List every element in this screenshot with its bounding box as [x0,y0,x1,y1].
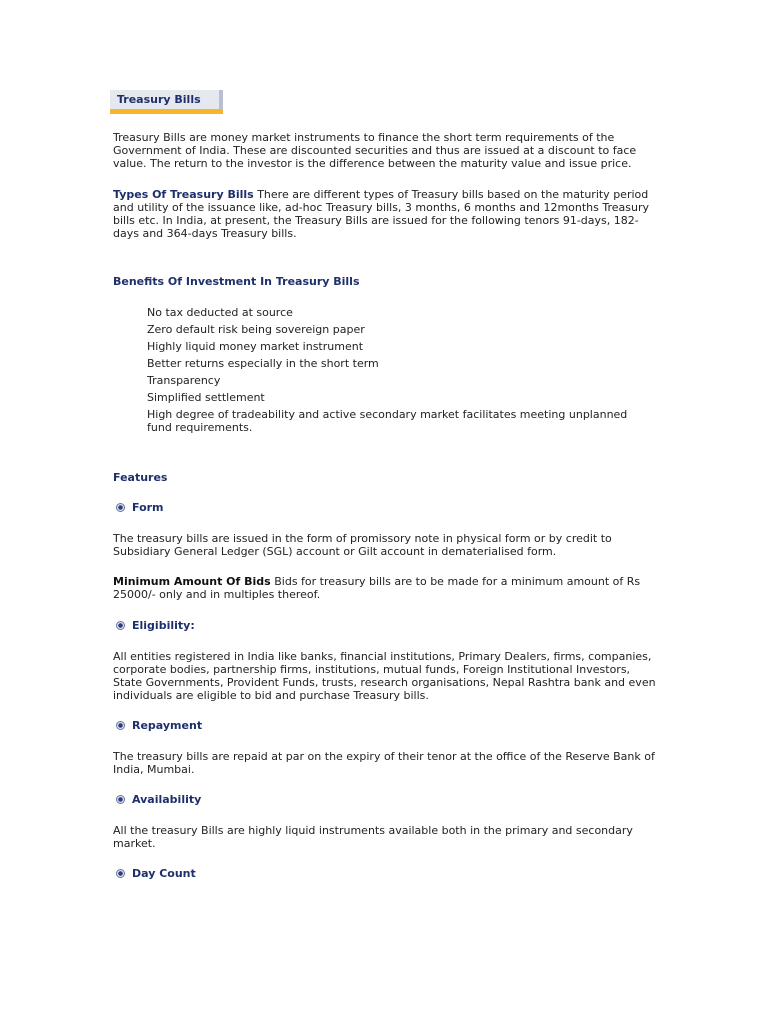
section-repayment-label: Repayment [132,719,203,732]
title-banner [110,90,223,114]
benefits-list [147,306,647,438]
bullet-icon [116,869,125,878]
list-item: Zero default risk being sovereign paper [147,323,365,336]
eligibility-paragraph: All entities registered in India like banks, financial institutions, Primary Dealers, firms, companies, corporate bodies, partnership firms, institutions, mutual funds, Foreign Institutional Investors, State Governments, Provident Funds, trusts, research organisations, Nepal Rashtra bank and even individuals are eligible to bid and purchase Treasury bills. [113,650,656,702]
section-repayment-heading [116,719,202,732]
list-item: High degree of tradeability and active secondary market facilitates meeting unplanned fund requirements. [147,408,628,434]
intro-paragraph: Treasury Bills are money market instruments to finance the short term requirements of the Government of India. These are discounted securities and thus are issued at a discount to face value. The return to the investor is the difference between the maturity value and issue price. [113,131,637,170]
banner-edge [219,90,223,109]
section-availability-heading [116,793,201,806]
bullet-icon [116,721,125,730]
types-text: There are different types of Treasury bills based on the maturity period and utility of the issuance like, ad-hoc Treasury bills, 3 months, 6 months and 12months Treasury bills etc. In India, at present, the Treasury Bills are issued for the following tenors 91-days, 182-days and 364-days Treasury bills. [113,188,650,240]
list-item: Simplified settlement [147,391,265,404]
section-form-heading [116,501,164,514]
section-availability-label: Availability [132,793,202,806]
repayment-paragraph: The treasury bills are repaid at par on the expiry of their tenor at the office of the Reserve Bank of India, Mumbai. [113,750,655,776]
list-item: Highly liquid money market instrument [147,340,364,353]
types-label: Types Of Treasury Bills [113,188,254,201]
bullet-icon [116,621,125,630]
list-item: Transparency [147,374,221,387]
section-eligibility-heading [116,619,195,632]
page-title: Treasury Bills [117,93,201,106]
features-heading: Features [113,471,168,484]
section-form-label: Form [132,501,164,514]
availability-paragraph: All the treasury Bills are highly liquid instruments available both in the primary and secondary market. [113,824,633,850]
bullet-icon [116,503,125,512]
minimum-bids-text: Bids for treasury bills are to be made for a minimum amount of Rs 25000/- only and in multiples thereof. [113,575,641,601]
section-daycount-heading [116,867,196,880]
banner-accent-bar [110,109,223,114]
bullet-icon [116,795,125,804]
minimum-bids-paragraph [113,575,658,601]
section-eligibility-label: Eligibility: [132,619,195,632]
form-paragraph: The treasury bills are issued in the form of promissory note in physical form or by credit to Subsidiary General Ledger (SGL) account or Gilt account in dematerialised form. [113,532,612,558]
list-item: No tax deducted at source [147,306,293,319]
benefits-heading: Benefits Of Investment In Treasury Bills [113,275,360,288]
minimum-bids-label: Minimum Amount Of Bids [113,575,271,588]
list-item: Better returns especially in the short term [147,357,379,370]
types-paragraph [113,188,658,240]
section-daycount-label: Day Count [132,867,196,880]
